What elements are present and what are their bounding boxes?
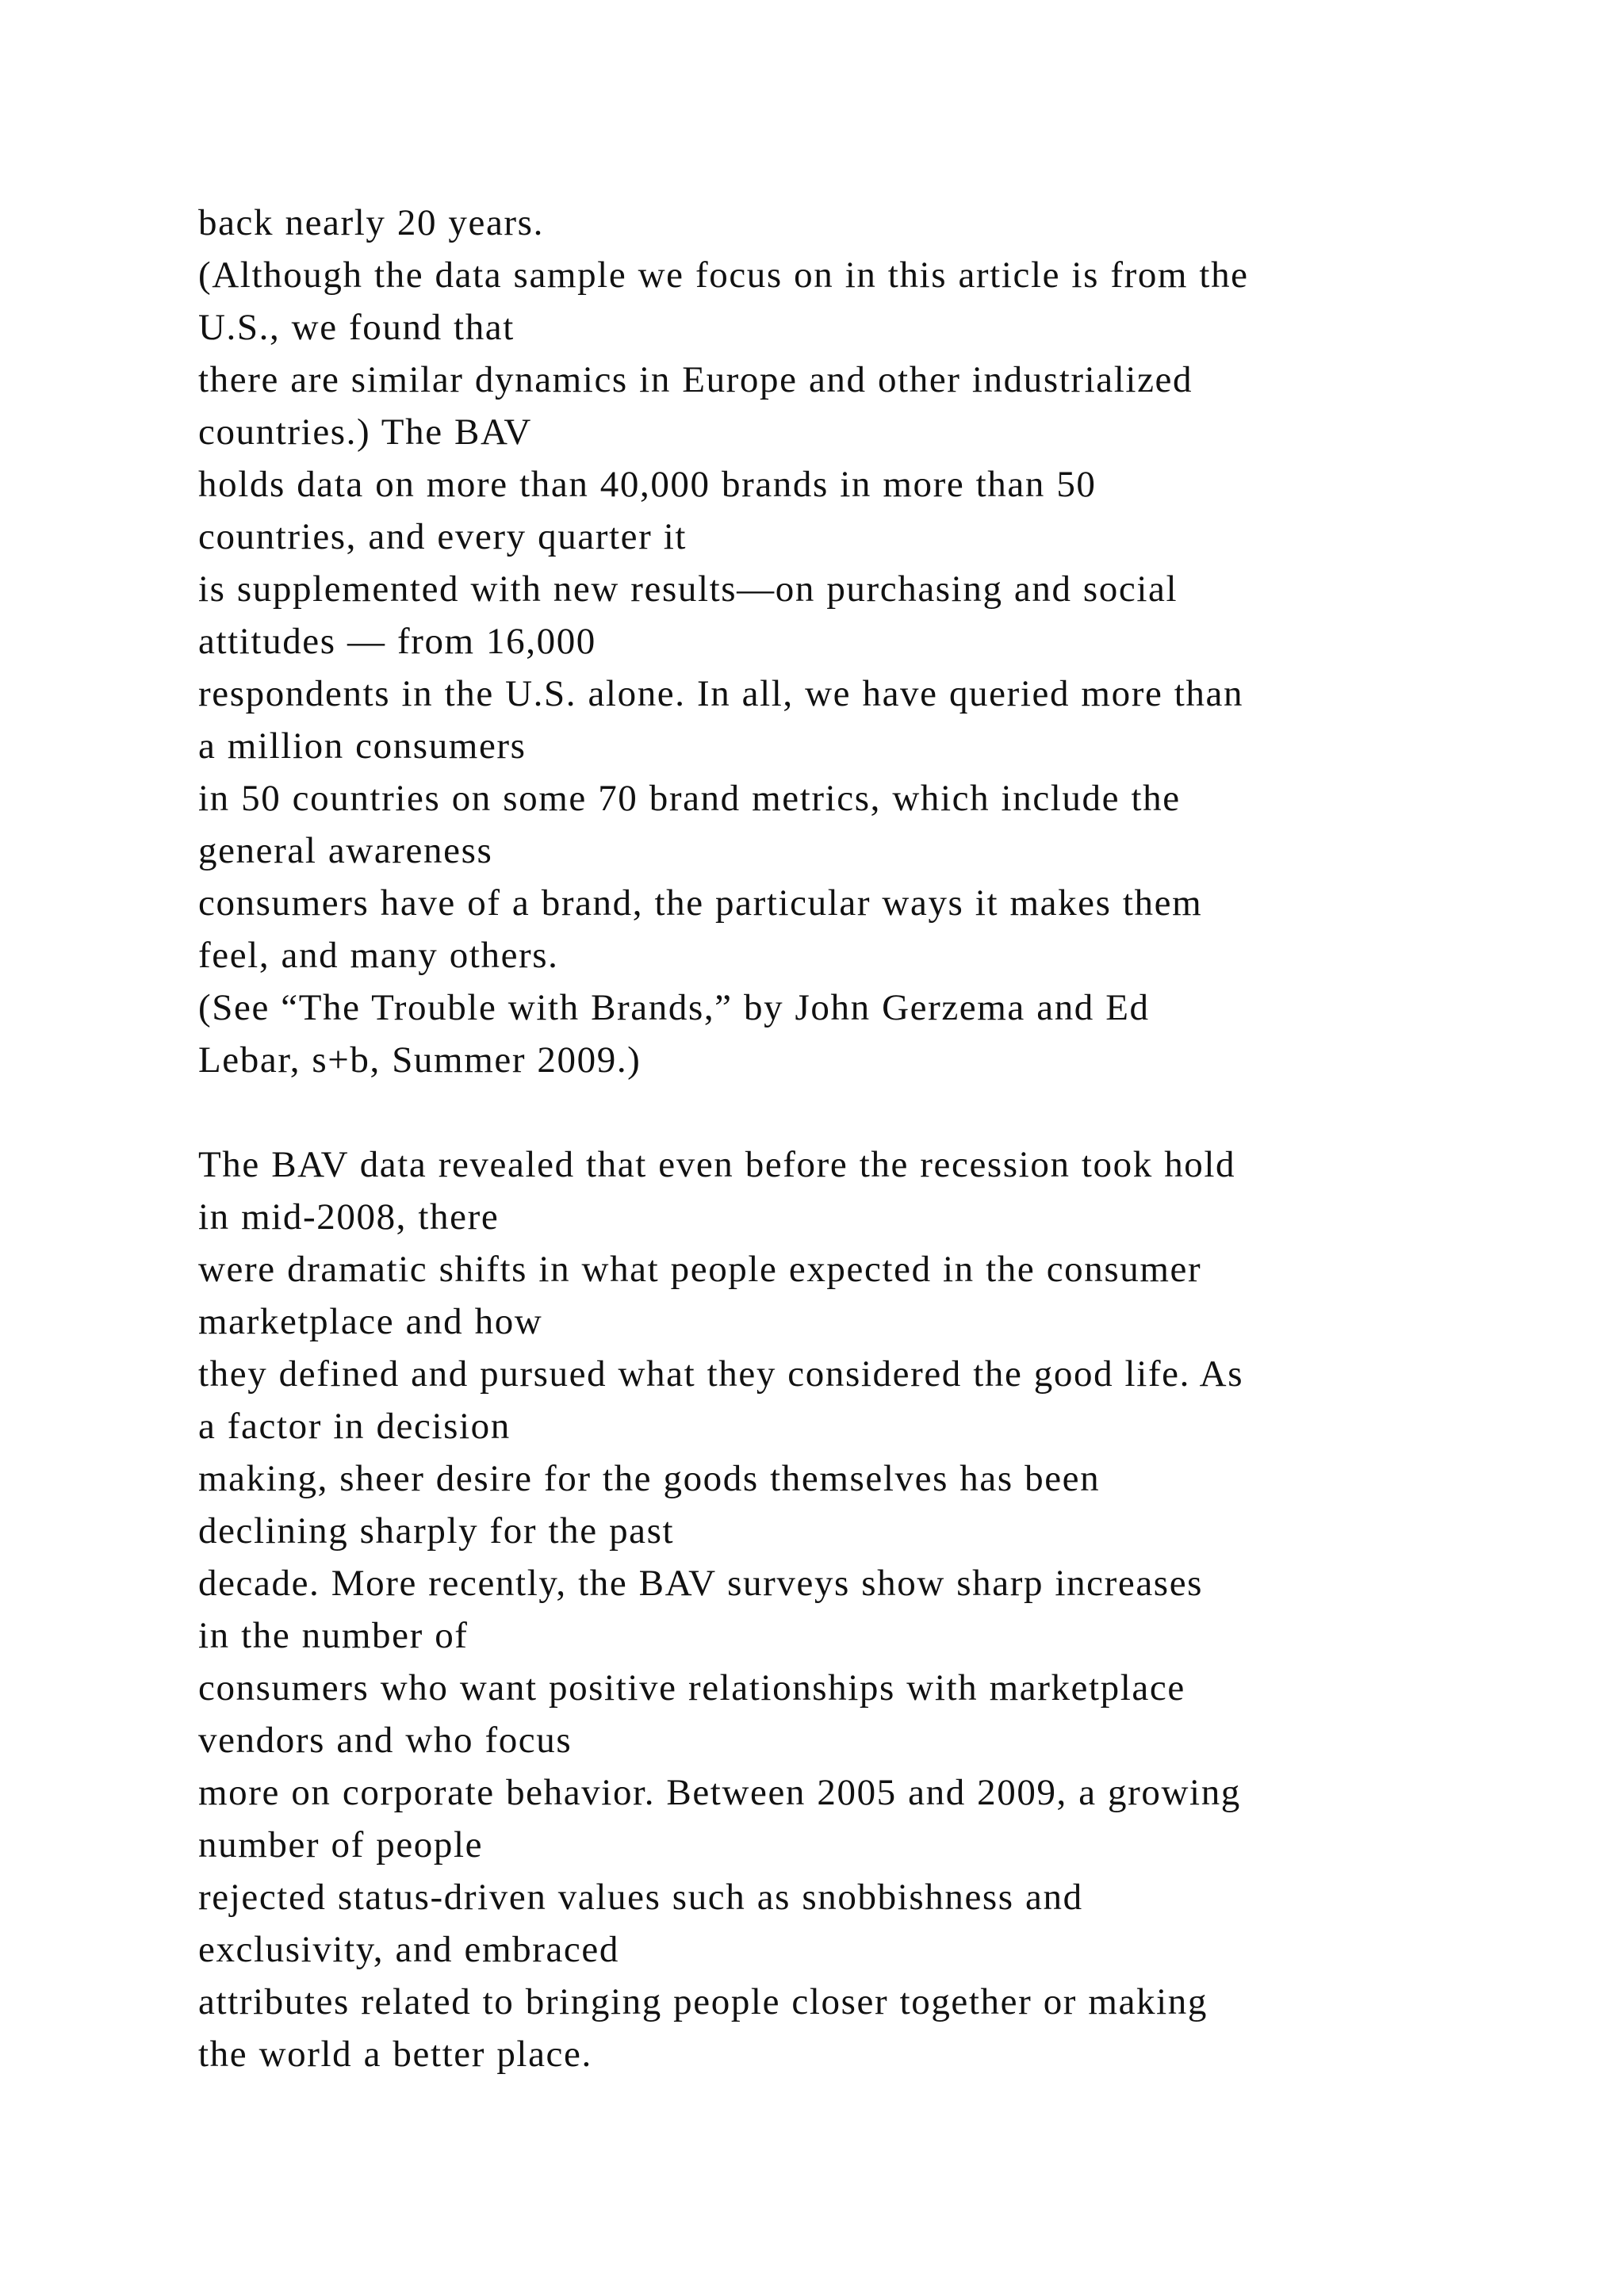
text-line: U.S., we found that <box>198 307 515 348</box>
text-line: countries.) The BAV <box>198 411 532 453</box>
text-line: there are similar dynamics in Europe and other industrialized <box>198 359 1193 400</box>
text-line: making, sheer desire for the goods themselves has been <box>198 1458 1101 1499</box>
text-line: consumers have of a brand, the particular ways it makes them <box>198 882 1203 924</box>
text-line: a million consumers <box>198 725 527 767</box>
text-line: exclusivity, and embraced <box>198 1929 619 1970</box>
text-line: the world a better place. <box>198 2034 592 2075</box>
text-line: vendors and who focus <box>198 1720 573 1761</box>
text-line: The BAV data revealed that even before the recession took hold <box>198 1144 1236 1185</box>
paragraph-2 <box>198 1138 1546 2080</box>
text-line: marketplace and how <box>198 1301 543 1342</box>
text-line: respondents in the U.S. alone. In all, we have queried more than <box>198 673 1244 714</box>
text-line: back nearly 20 years. <box>198 202 544 243</box>
text-line: declining sharply for the past <box>198 1510 675 1552</box>
text-line: (See “The Trouble with Brands,” by John Gerzema and Ed <box>198 987 1150 1028</box>
text-line: attitudes — from 16,000 <box>198 621 596 662</box>
text-line: holds data on more than 40,000 brands in more than 50 <box>198 464 1097 505</box>
paragraph-spacer <box>198 1086 1546 1138</box>
document-text <box>198 197 1546 2080</box>
text-line: (Although the data sample we focus on in this article is from the <box>198 254 1249 296</box>
text-line: they defined and pursued what they considered the good life. As <box>198 1353 1244 1395</box>
text-line: number of people <box>198 1824 484 1866</box>
text-line: consumers who want positive relationships with marketplace <box>198 1667 1185 1709</box>
paragraph-1 <box>198 197 1546 1086</box>
text-line: more on corporate behavior. Between 2005 and 2009, a growing <box>198 1772 1241 1813</box>
text-line: were dramatic shifts in what people expected in the consumer <box>198 1249 1202 1290</box>
text-line: rejected status-driven values such as snobbishness and <box>198 1877 1083 1918</box>
text-line: attributes related to bringing people closer together or making <box>198 1981 1208 2022</box>
text-line: is supplemented with new results—on purchasing and social <box>198 568 1178 610</box>
text-line: in mid-2008, there <box>198 1196 500 1238</box>
text-line: in the number of <box>198 1615 469 1656</box>
text-line: a factor in decision <box>198 1406 511 1447</box>
text-line: feel, and many others. <box>198 935 559 976</box>
text-line: in 50 countries on some 70 brand metrics, which include the <box>198 778 1181 819</box>
text-line: Lebar, s+b, Summer 2009.) <box>198 1039 642 1081</box>
text-line: countries, and every quarter it <box>198 516 688 557</box>
text-line: decade. More recently, the BAV surveys show sharp increases <box>198 1563 1204 1604</box>
text-line: general awareness <box>198 830 493 871</box>
